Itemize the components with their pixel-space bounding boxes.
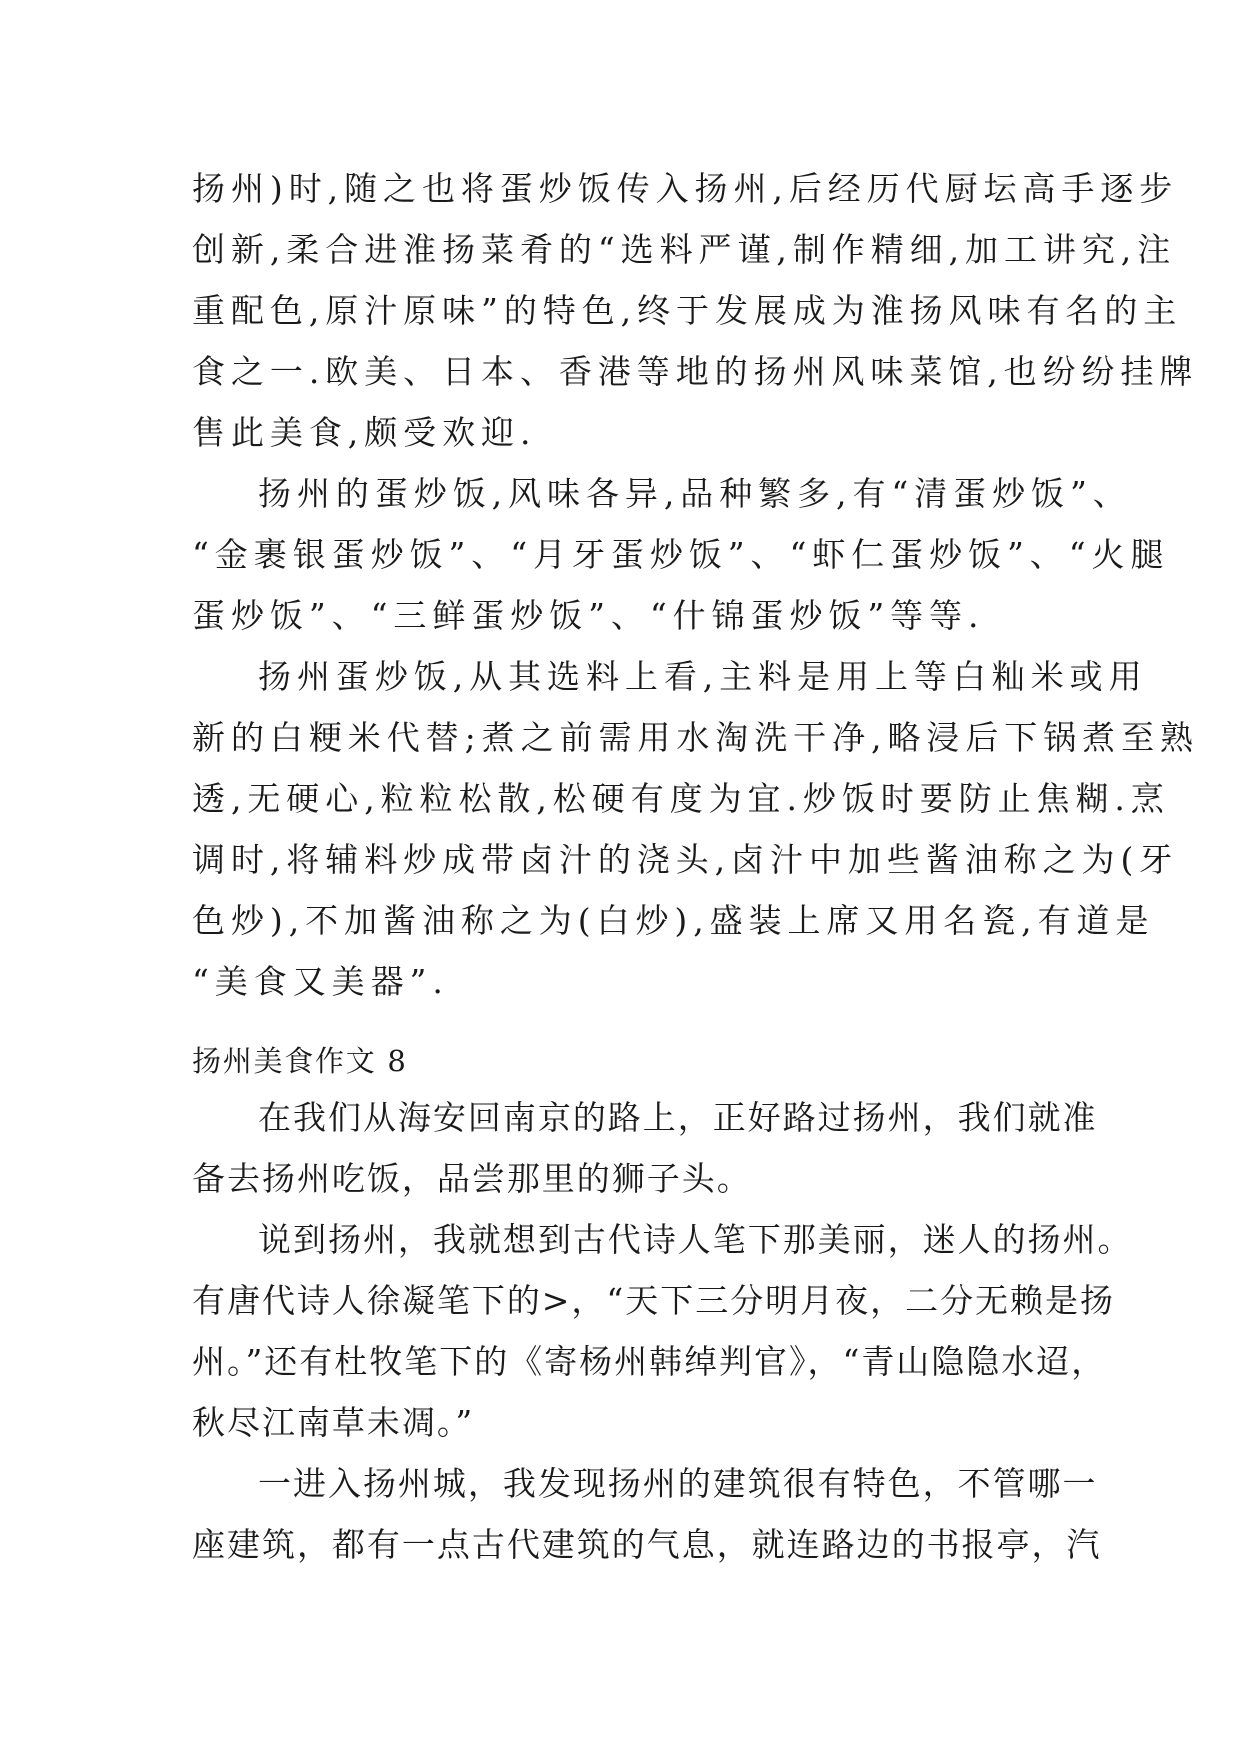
text-line: 有唐代诗人徐凝笔下的>，“天下三分明月夜，二分无赖是扬 [192,1281,1115,1320]
section-two-text [192,1087,1133,1575]
text-line: 售此美食,颇受欢迎. [192,413,537,452]
text-line: 备去扬州吃饭，品尝那里的狮子头。 [192,1159,752,1198]
text-line: “美食又美器”. [192,962,449,1001]
paragraph-start-line: 一进入扬州城，我发现扬州的建筑很有特色，不管哪一 [258,1464,1098,1503]
text-line: 调时,将辅料炒成带卤汁的浇头,卤汁中加些酱油称之为(牙 [192,840,1179,879]
text-line: 色炒),不加酱油称之为(白炒),盛装上席又用名瓷,有道是 [192,901,1155,940]
section-heading: 扬州美食作文 8 [192,1044,408,1078]
text-line: 重配色,原汁原味”的特色,终于发展成为淮扬风味有名的主 [192,291,1183,330]
text-line: 创新,柔合进淮扬菜肴的“选料严谨,制作精细,加工讲究,注 [192,230,1177,269]
text-line: 座建筑，都有一点古代建筑的气息，就连路边的书报亭，汽 [192,1525,1102,1564]
section-one-text [192,158,1199,1012]
paragraph-start-line: 扬州蛋炒饭,从其选料上看,主料是用上等白籼米或用 [258,657,1148,696]
paragraph-start-line: 在我们从海安回南京的路上，正好路过扬州，我们就准 [258,1098,1098,1137]
text-line: 蛋炒饭”、“三鲜蛋炒饭”、“什锦蛋炒饭”等等. [192,596,985,635]
text-line: 透,无硬心,粒粒松散,松硬有度为宜.炒饭时要防止焦糊.烹 [192,779,1170,818]
text-line: “金裹银蛋炒饭”、“月牙蛋炒饭”、“虾仁蛋炒饭”、“火腿 [192,535,1170,574]
text-line: 食之一.欧美、日本、香港等地的扬州风味菜馆,也纷纷挂牌 [192,352,1199,391]
text-line: 扬州)时,随之也将蛋炒饭传入扬州,后经历代厨坛高手逐步 [192,169,1179,208]
text-line: 州。”还有杜牧笔下的《寄杨州韩绰判官》，“青山隐隐水迢， [192,1342,1107,1381]
text-line: 秋尽江南草未凋。” [192,1403,475,1442]
paragraph-start-line: 扬州的蛋炒饭,风味各异,品种繁多,有“清蛋炒饭”、 [258,474,1132,513]
paragraph-start-line: 说到扬州，我就想到古代诗人笔下那美丽，迷人的扬州。 [258,1220,1133,1259]
text-line: 新的白粳米代替;煮之前需用水淘洗干净,略浸后下锅煮至熟 [192,718,1199,757]
